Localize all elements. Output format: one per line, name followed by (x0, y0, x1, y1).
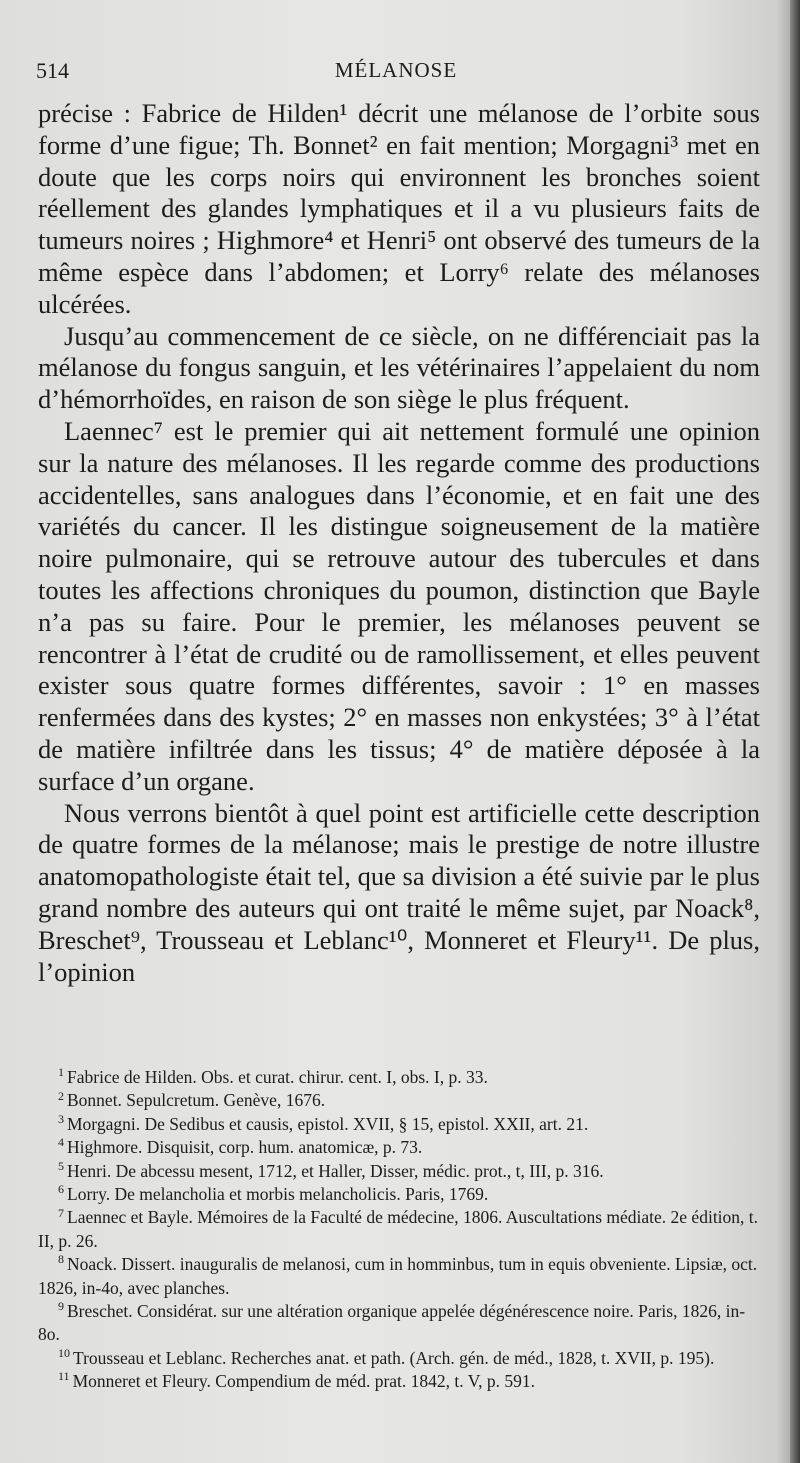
paragraph: Laennec⁷ est le premier qui ait nettement formulé une opinion sur la nature des mélanoses. Il les regarde comme des productions accidentelles, sans analogues dans l’économie, et en fait une des variétés du cancer. Il les distingue soigneusement de la matière noire pulmonaire, qui se retrouve autour des tubercules et dans toutes les affections chroniques du poumon, distinction que Bayle n’a pas su faire. Pour le premier, les mélanoses peuvent se rencontrer à l’état de crudité ou de ramollissement, et elles peuvent exister sous quatre formes différentes, savoir : 1° en masses renfermées dans des kystes; 2° en masses non enkystées; 3° à l’état de matière infiltrée dans les tissus; 4° de matière déposée à la surface d’un organe. (38, 415, 760, 796)
paragraph: Nous verrons bientôt à quel point est artificielle cette description de quatre formes de la mélanose; mais le prestige de notre illustre anatomopathologiste était tel, que sa division a été suivie par le plus grand nombre des auteurs qui ont traité le même sujet, par Noack⁸, Breschet⁹, Trousseau et Leblanc¹⁰, Monneret et Fleury¹¹. De plus, l’opinion (38, 797, 760, 987)
footnote-text: Laennec et Bayle. Mémoires de la Faculté de médecine, 1806. Auscultations médiate. 2e édition, t. II, p. 26. (38, 1207, 759, 1251)
footnote-number: 7 (58, 1205, 64, 1220)
footnote-number: 4 (58, 1135, 64, 1150)
page-number: 514 (36, 58, 69, 83)
page-header (36, 58, 756, 92)
footnote-text: Trousseau et Leblanc. Recherches anat. et path. (Arch. gén. de méd., 1828, t. XVII, p. 195). (73, 1347, 715, 1368)
footnote-text: Bonnet. Sepulcretum. Genève, 1676. (67, 1090, 326, 1111)
footnote-number: 10 (58, 1346, 70, 1361)
footnote (38, 1370, 760, 1393)
footnote-number: 9 (58, 1299, 64, 1314)
footnote (38, 1113, 760, 1136)
footnote (38, 1253, 760, 1300)
footnote-number: 8 (58, 1252, 64, 1267)
footnotes (38, 1066, 760, 1394)
footnote (38, 1136, 760, 1159)
footnote-number: 3 (58, 1111, 64, 1126)
footnote (38, 1089, 760, 1112)
footnote (38, 1183, 760, 1206)
footnote-number: 1 (58, 1065, 64, 1080)
footnote-text: Monneret et Fleury. Compendium de méd. prat. 1842, t. V, p. 591. (72, 1371, 535, 1392)
body-text (38, 98, 760, 988)
footnote-text: Highmore. Disquisit, corp. hum. anatomicæ, p. 73. (67, 1137, 423, 1158)
footnote (38, 1300, 760, 1347)
footnote-number: 2 (58, 1088, 64, 1103)
footnote (38, 1160, 760, 1183)
footnote-text: Fabrice de Hilden. Obs. et curat. chirur. cent. I, obs. I, p. 33. (67, 1067, 488, 1087)
footnote (38, 1206, 760, 1253)
footnote-number: 6 (58, 1182, 64, 1197)
footnote-number: 11 (58, 1369, 70, 1384)
running-title: MÉLANOSE (334, 58, 458, 82)
footnote-text: Noack. Dissert. inauguralis de melanosi, cum in homminbus, tum in equis obveniente. Lipsiæ, oct. 1826, in-4o, avec planches. (38, 1254, 758, 1298)
paragraph: précise : Fabrice de Hilden¹ décrit une mélanose de l’orbite sous forme d’une figue; Th. Bonnet² en fait mention; Morgagni³ met en doute que les corps noirs qui environnent les bronches soient réellement des glandes lymphatiques et il a vu plusieurs faits de tumeurs noires ; Highmore⁴ et Henri⁵ ont observé des tumeurs de la même espèce dans l’abdomen; et Lorry⁶ relate des mélanoses ulcérées. (38, 98, 760, 319)
book-spine-shadow (790, 0, 800, 1463)
footnote-text: Lorry. De melancholia et morbis melancholicis. Paris, 1769. (67, 1184, 489, 1205)
footnote (38, 1347, 760, 1370)
footnote-text: Breschet. Considérat. sur une altération organique appelée dégénérescence noire. Paris, 1826, in-8o. (38, 1301, 746, 1345)
paragraph: Jusqu’au commencement de ce siècle, on ne différenciait pas la mélanose du fongus sanguin, et les vétérinaires l’appelaient du nom d’hémorrhoïdes, en raison de son siège le plus fréquent. (38, 320, 760, 415)
footnote (38, 1066, 760, 1089)
footnote-text: Henri. De abcessu mesent, 1712, et Haller, Disser, médic. prot., t, III, p. 316. (67, 1160, 604, 1181)
footnote-text: Morgagni. De Sedibus et causis, epistol. XVII, § 15, epistol. XXII, art. 21. (67, 1113, 589, 1134)
footnote-number: 5 (58, 1158, 64, 1173)
